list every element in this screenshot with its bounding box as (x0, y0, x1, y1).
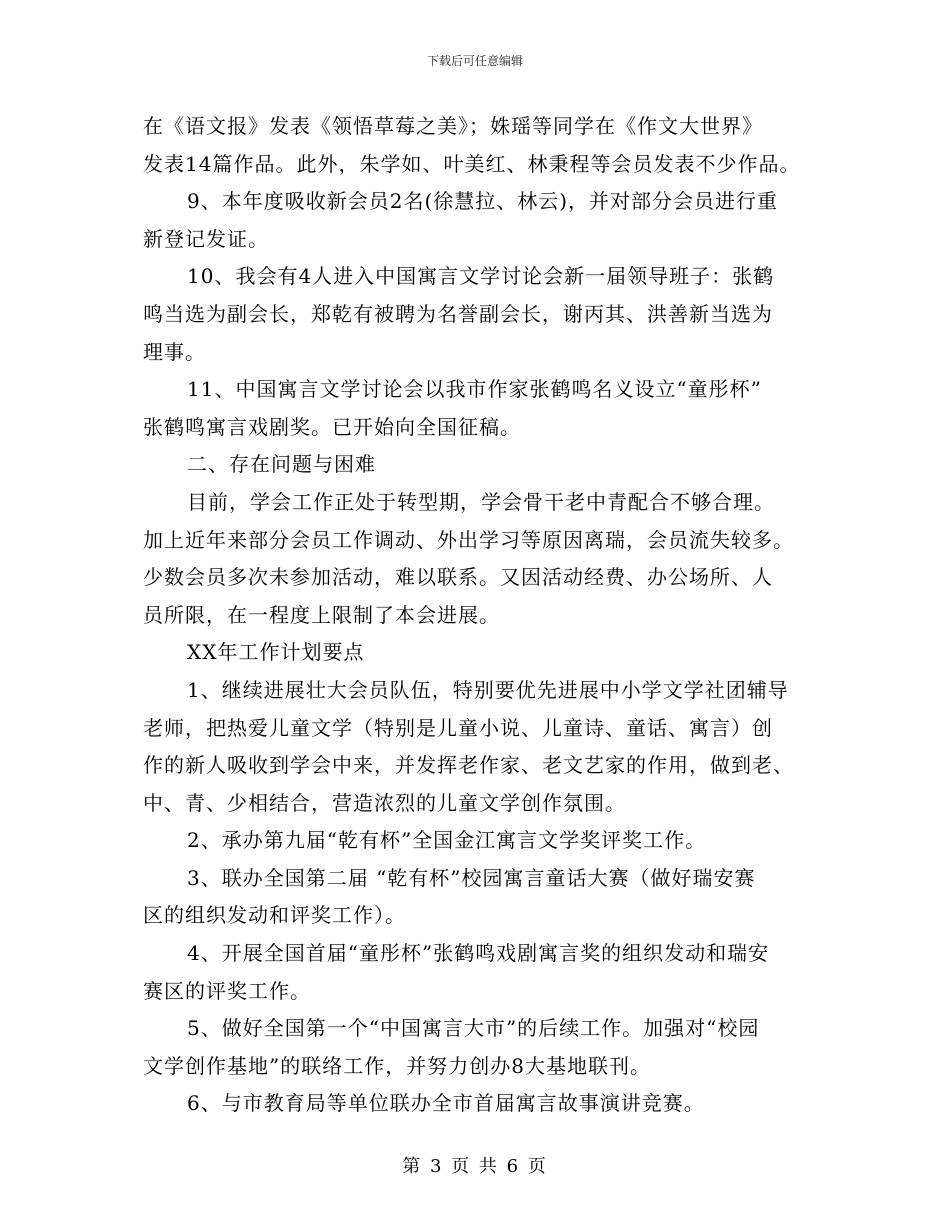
text-line: 11、中国寓言文学讨论会以我市作家张鹤鸣名义设立“童彤杯” (187, 377, 762, 402)
text-line: 文学创作基地”的联络工作，并努力创办8大基地联刊。 (143, 1053, 651, 1078)
text-line: 作的新人吸收到学会中来，并发挥老作家、老文艺家的作用，做到老、 (143, 753, 794, 778)
paragraph (143, 1010, 823, 1085)
paragraph (143, 1085, 823, 1123)
text-line: 加上近年来部分会员工作调动、外出学习等原因离瑞，会员流失较多。 (143, 527, 794, 552)
paragraph (143, 672, 823, 822)
text-line: 理事。 (143, 339, 206, 364)
text-line: 5、做好全国第一个“中国寓言大市”的后续工作。加强对“校园 (187, 1016, 760, 1041)
paragraph (143, 860, 823, 935)
text-line: 老师，把热爱儿童文学（特别是儿童小说、儿童诗、童话、寓言）创 (143, 715, 773, 740)
paragraph (143, 484, 823, 634)
text-line: 鸣当选为副会长，郑乾有被聘为名誉副会长，谢丙其、洪善新当选为 (143, 301, 773, 326)
paragraph (143, 634, 823, 672)
text-line: 在《语文报》发表《领悟草莓之美》；姝瑶等同学在《作文大世界》 (143, 114, 763, 138)
paragraph (143, 258, 823, 371)
paragraph (143, 446, 823, 484)
text-line: 1、继续进展壮大会员队伍，特别要优先进展中小学文学社团辅导 (187, 677, 789, 702)
text-line: 发表14篇作品。此外，朱学如、叶美红、林秉程等会员发表不少作品。 (143, 151, 801, 176)
paragraph (143, 108, 823, 183)
paragraph (143, 183, 823, 258)
page-footer: 第 3 页 共 6 页 (402, 1156, 548, 1177)
text-line: 新登记发证。 (143, 226, 269, 251)
text-line: 2、承办第九届“乾有杯”全国金江寓言文学奖评奖工作。 (187, 828, 707, 853)
text-line: 少数会员多次未参加活动，难以联系。又因活动经费、办公场所、人 (143, 565, 773, 590)
text-line: 4、开展全国首届“童彤杯”张鹤鸣戏剧寓言奖的组织发动和瑞安 (187, 941, 770, 966)
document-body (143, 108, 823, 1123)
text-line: 10、我会有4人进入中国寓言文学讨论会新一届领导班子：张鹤 (187, 264, 775, 289)
text-line: 区的组织发动和评奖工作）。 (143, 903, 406, 928)
text-line: 9、本年度吸收新会员2名(徐慧拉、林云)，并对部分会员进行重 (187, 189, 779, 214)
paragraph (143, 935, 823, 1010)
text-line: 3、联办全国第二届 “乾有杯”校园寓言童话大赛（做好瑞安赛 (187, 865, 756, 890)
text-line: 张鹤鸣寓言戏剧奖。已开始向全国征稿。 (143, 414, 521, 439)
paragraph (143, 822, 823, 860)
paragraph (143, 371, 823, 446)
text-line: 中、青、少相结合，营造浓烈的儿童文学创作氛围。 (143, 790, 626, 815)
text-line: 二、存在问题与困难 (187, 452, 376, 477)
text-line: 员所限，在一程度上限制了本会进展。 (143, 602, 500, 627)
text-line: 目前，学会工作正处于转型期，学会骨干老中青配合不够合理。 (187, 489, 775, 514)
page-header: 下载后可任意编辑 (426, 54, 523, 68)
text-line: 6、与市教育局等单位联办全市首届寓言故事演讲竞赛。 (187, 1091, 705, 1116)
text-line: XX年工作计划要点 (187, 640, 365, 665)
text-line: 赛区的评奖工作。 (143, 978, 311, 1003)
